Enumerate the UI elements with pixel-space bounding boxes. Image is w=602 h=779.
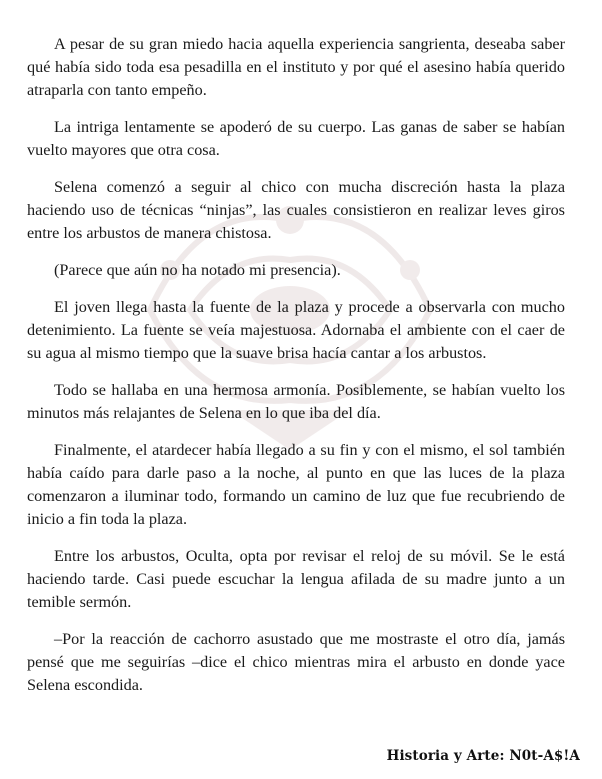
author-signature: Historia y Arte: N0t-A$!A: [386, 748, 580, 764]
paragraph: El joven llega hasta la fuente de la plaza y procede a observarla con mucho detenimiento. La fuente se veía majestuosa. Adornaba el ambiente con el caer de su agua al mismo tiempo que la suave brisa hacía cantar a los arbustos.: [27, 298, 565, 362]
paragraph: Todo se hallaba en una hermosa armonía. Posiblemente, se habían vuelto los minutos más relajantes de Selena en lo que iba del día.: [27, 381, 565, 422]
paragraph: Finalmente, el atardecer había llegado a su fin y con el mismo, el sol también había caído para darle paso a la noche, al punto en que las luces de la plaza comenzaron a iluminar todo, formando un camino de luz que fue recubriendo de inicio a fin toda la plaza.: [27, 441, 565, 528]
paragraph: Entre los arbustos, Oculta, opta por revisar el reloj de su móvil. Se le está haciendo tarde. Casi puede escuchar la lengua afilada de su madre junto a un temible sermón.: [27, 547, 565, 611]
story-text: [27, 33, 565, 711]
paragraph: A pesar de su gran miedo hacia aquella experiencia sangrienta, deseaba saber qué había sido toda esa pesadilla en el instituto y por qué el asesino había querido atraparla con tanto empeño.: [27, 35, 565, 99]
paragraph: (Parece que aún no ha notado mi presencia).: [54, 261, 341, 279]
paragraph: La intriga lentamente se apoderó de su cuerpo. Las ganas de saber se habían vuelto mayores que otra cosa.: [27, 118, 565, 159]
paragraph: Selena comenzó a seguir al chico con mucha discreción hasta la plaza haciendo uso de técnicas “ninjas”, las cuales consistieron en realizar leves giros entre los arbustos de manera chistosa.: [27, 178, 565, 242]
paragraph: –Por la reacción de cachorro asustado que me mostraste el otro día, jamás pensé que me seguirías –dice el chico mientras mira el arbusto en donde yace Selena escondida.: [27, 630, 565, 694]
